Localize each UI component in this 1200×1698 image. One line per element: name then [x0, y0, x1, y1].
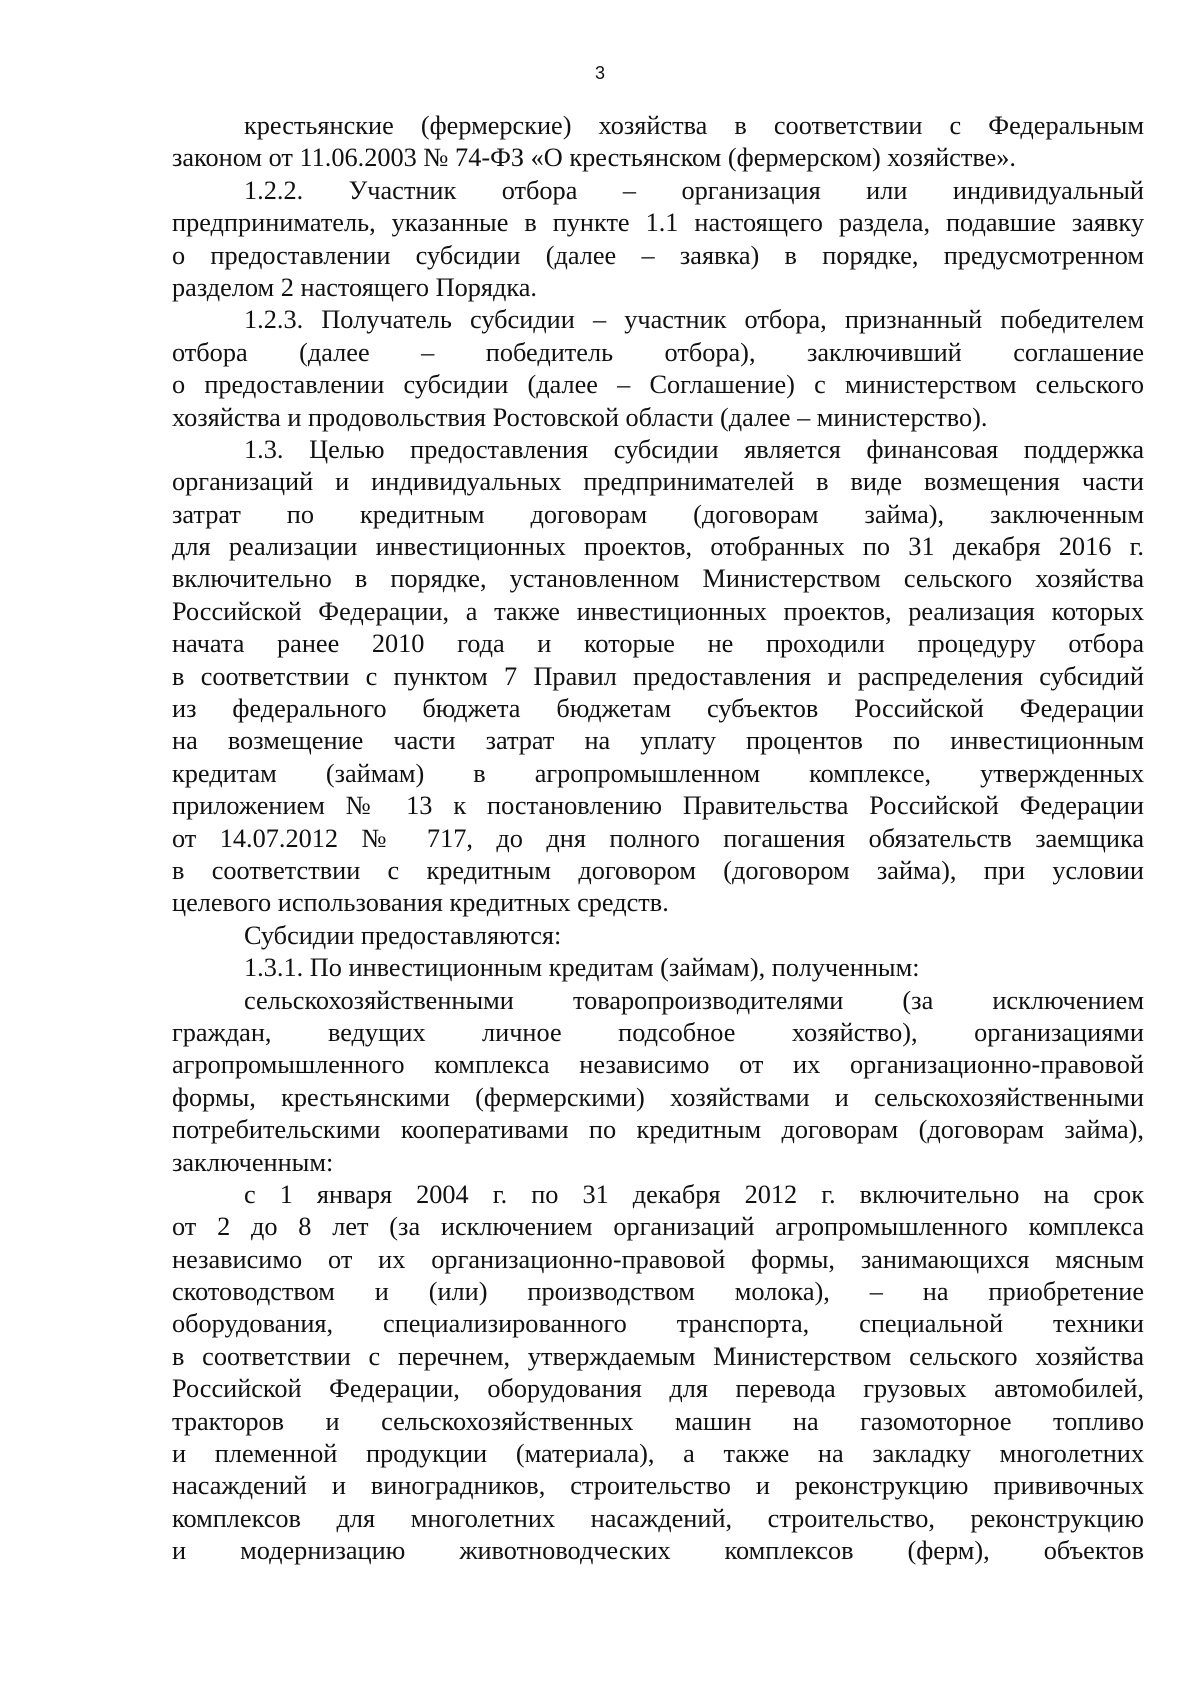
text-line: целевого использования кредитных средств.	[172, 888, 669, 918]
text-line: формы, крестьянскими (фермерскими) хозяйствами и сельскохозяйственными	[172, 1082, 1144, 1112]
text-line: в соответствии с кредитным договором (договором займа), при условии	[172, 855, 1144, 885]
text-line: организаций и индивидуальных предпринимателей в виде возмещения части	[172, 467, 1144, 497]
text-line: приложением № 13 к постановлению Правительства Российской Федерации	[172, 791, 1144, 821]
text-line: скотоводством и (или) производством молока), – на приобретение	[172, 1277, 1144, 1307]
text-line: от 2 до 8 лет (за исключением организаций агропромышленного комплекса	[172, 1212, 1144, 1242]
text-line: Российской Федерации, а также инвестиционных проектов, реализация которых	[172, 596, 1144, 626]
text-line: затрат по кредитным договорам (договорам займа), заключенным	[172, 499, 1144, 529]
page-number: 3	[594, 63, 605, 83]
text-line: на возмещение части затрат на уплату процентов по инвестиционным	[172, 726, 1144, 756]
text-line: для реализации инвестиционных проектов, отобранных по 31 декабря 2016 г.	[172, 532, 1144, 562]
text-line: о предоставлении субсидии (далее – заявка) в порядке, предусмотренном	[172, 240, 1144, 270]
text-line: с 1 января 2004 г. по 31 декабря 2012 г. включительно на срок	[244, 1179, 1144, 1209]
text-line: от 14.07.2012 № 717, до дня полного погашения обязательств заемщика	[172, 823, 1144, 853]
text-line: комплексов для многолетних насаждений, строительство, реконструкцию	[172, 1503, 1144, 1533]
text-line: в соответствии с перечнем, утверждаемым Министерством сельского хозяйства	[172, 1341, 1144, 1371]
text-line: 1.2.3. Получатель субсидии – участник отбора, признанный победителем	[244, 305, 1144, 335]
text-line: разделом 2 настоящего Порядка.	[172, 272, 537, 302]
text-line: предприниматель, указанные в пункте 1.1 настоящего раздела, подавшие заявку	[172, 208, 1144, 238]
body-text	[172, 110, 1144, 1568]
text-line: и модернизацию животноводческих комплексов (ферм), объектов	[172, 1536, 1144, 1566]
text-line: граждан, ведущих личное подсобное хозяйство), организациями	[172, 1017, 1144, 1047]
text-line: крестьянские (фермерские) хозяйства в соответствии с Федеральным	[244, 111, 1144, 140]
text-line: законом от 11.06.2003 № 74-ФЗ «О крестьянском (фермерском) хозяйстве».	[172, 143, 1016, 173]
text-line: 1.2.2. Участник отбора – организация или индивидуальный	[244, 175, 1144, 205]
text-line: хозяйства и продовольствия Ростовской области (далее – министерство).	[172, 402, 988, 432]
text-line: сельскохозяйственными товаропроизводителями (за исключением	[244, 985, 1144, 1015]
text-line: из федерального бюджета бюджетам субъектов Российской Федерации	[172, 694, 1144, 724]
text-line: включительно в порядке, установленном Министерством сельского хозяйства	[172, 564, 1144, 594]
text-line: отбора (далее – победитель отбора), заключивший соглашение	[172, 337, 1144, 367]
text-line: Российской Федерации, оборудования для перевода грузовых автомобилей,	[172, 1374, 1144, 1404]
text-line: о предоставлении субсидии (далее – Соглашение) с министерством сельского	[172, 370, 1144, 400]
text-line: начата ранее 2010 года и которые не проходили процедуру отбора	[172, 629, 1144, 659]
text-line: тракторов и сельскохозяйственных машин на газомоторное топливо	[172, 1406, 1144, 1436]
text-line: 1.3. Целью предоставления субсидии является финансовая поддержка	[244, 434, 1144, 464]
text-line: и племенной продукции (материала), а также на закладку многолетних	[172, 1439, 1144, 1469]
text-line: насаждений и виноградников, строительство и реконструкцию прививочных	[172, 1471, 1144, 1501]
text-line: 1.3.1. По инвестиционным кредитам (займам), полученным:	[244, 953, 920, 983]
text-line: в соответствии с пунктом 7 Правил предоставления и распределения субсидий	[172, 661, 1144, 691]
text-line: независимо от их организационно-правовой формы, занимающихся мясным	[172, 1244, 1144, 1274]
text-line: Субсидии предоставляются:	[244, 920, 562, 950]
text-line: кредитам (займам) в агропромышленном комплексе, утвержденных	[172, 758, 1144, 788]
text-line: потребительскими кооперативами по кредитным договорам (договорам займа),	[172, 1115, 1144, 1145]
text-line: заключенным:	[172, 1147, 334, 1177]
text-line: оборудования, специализированного транспорта, специальной техники	[172, 1309, 1144, 1339]
text-line: агропромышленного комплекса независимо от их организационно-правовой	[172, 1050, 1144, 1080]
